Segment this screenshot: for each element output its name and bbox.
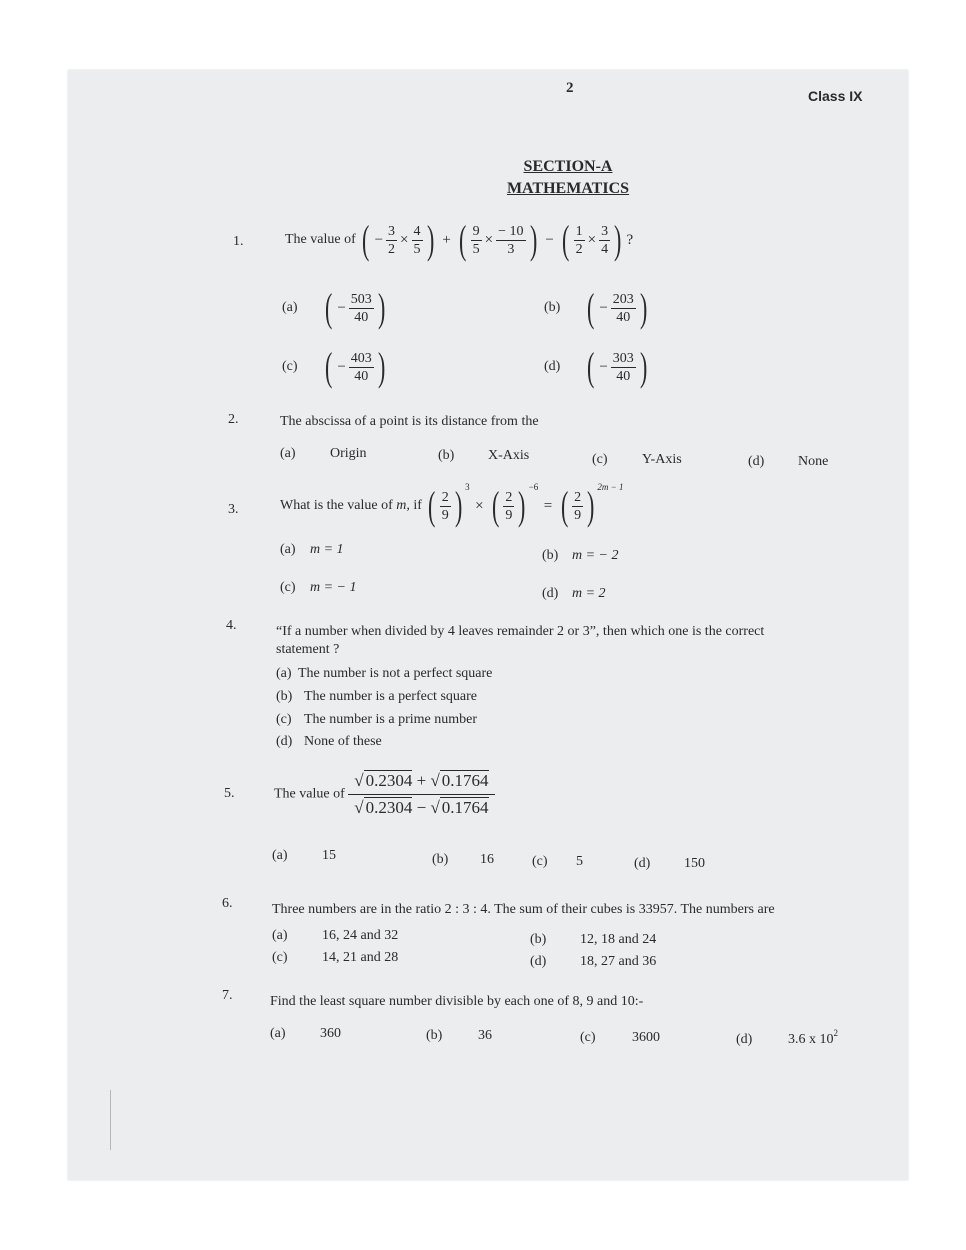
q3-expression: What is the value of m, if ( $\frac{2}{9}$ ) $^3$ × ( $\frac{2}{9}$ ) $^{-6}$ = ( $\frac{2}{9}$ ) $^{2m - 1}$ [280, 482, 624, 528]
q1-option-b: (b) ( − $\frac{203}{40}$ ) [544, 285, 648, 330]
q7-text: Find the least square number divisible by each one of 8, 9 and 10:- [270, 994, 644, 1009]
q1-option-c: (c) ( − $\frac{403}{40}$ ) [282, 344, 386, 389]
q1-option-d: (d) ( − $\frac{303}{40}$ ) [544, 344, 648, 389]
q4-option-d: (d) None of these [276, 734, 382, 749]
q3-option-d: (d) m = 2 [542, 586, 606, 601]
q3-option-c: (c) m = − 1 [280, 580, 357, 595]
q4-number: 4. [226, 618, 237, 633]
q2-text: The abscissa of a point is its distance from the [280, 414, 539, 429]
q4-option-c: (c) The number is a prime number [276, 712, 478, 727]
q7-option-b: (b) 36 [426, 1028, 492, 1043]
q2-number: 2. [228, 412, 239, 427]
q5-option-d: (d) 150 [634, 856, 705, 871]
q6-text: Three numbers are in the ratio 2 : 3 : 4. The sum of their cubes is 33957. The numbers are [272, 902, 775, 917]
q3-number: 3. [228, 502, 239, 517]
q6-number: 6. [222, 896, 233, 911]
q4-text-line1: “If a number when divided by 4 leaves remainder 2 or 3”, then which one is the correct [276, 624, 765, 639]
q7-number: 7. [222, 988, 233, 1003]
q5-option-a: (a) 15 [272, 848, 336, 863]
q2-option-a: (a) Origin [280, 446, 367, 461]
q1-expression: The value of ( − $\frac{3}{2}$ × $\frac{4}{5}$ ) + ( $\frac{9}{5}$ × $\frac{- 10}{3}$ ) − ( $\frac{1}{2}$ × $\frac{3}{4}$ ) ? [285, 217, 634, 262]
q4-option-a: (a) The number is not a perfect square [276, 666, 493, 681]
class-label: Class IX [808, 88, 863, 104]
q2-option-b: (b) X-Axis [438, 448, 530, 463]
q4-option-b: (b) The number is a perfect square [276, 689, 477, 704]
q6-option-b: (b) 12, 18 and 24 [530, 932, 657, 947]
q6-option-c: (c) 14, 21 and 28 [272, 950, 399, 965]
q4-text-line2: statement ? [276, 642, 340, 657]
q2-option-d: (d) None [748, 454, 829, 469]
q2-option-c: (c) Y-Axis [592, 452, 682, 467]
section-title: SECTION-A [523, 158, 613, 175]
q1-option-a: (a) ( − $\frac{503}{40}$ ) [282, 285, 386, 330]
q3-option-a: (a) m = 1 [280, 542, 344, 557]
q5-option-b: (b) 16 [432, 852, 494, 867]
exam-page [68, 70, 908, 1180]
q7-option-d: (d) 3.6 x $10^2$ [736, 1028, 838, 1047]
q5-expression: The value of $\frac{√ 0.2304 + √ 0.1764}{√ 0.2304 - √ 0.1764}$ [274, 768, 495, 821]
q7-option-a: (a) 360 [270, 1026, 341, 1041]
q6-option-a: (a) 16, 24 and 32 [272, 928, 399, 943]
q3-option-b: (b) m = − 2 [542, 548, 619, 563]
q5-number: 5. [224, 786, 235, 801]
q7-option-c: (c) 3600 [580, 1030, 660, 1045]
q1-number: 1. [233, 234, 244, 249]
page-number: 2 [566, 80, 574, 96]
q6-option-d: (d) 18, 27 and 36 [530, 954, 657, 969]
section-heading [478, 156, 658, 200]
q1-prefix: The value of [285, 232, 356, 248]
margin-mark [110, 1090, 111, 1150]
subject-title: MATHEMATICS [506, 180, 630, 197]
q5-option-c: (c) 5 [532, 854, 583, 869]
